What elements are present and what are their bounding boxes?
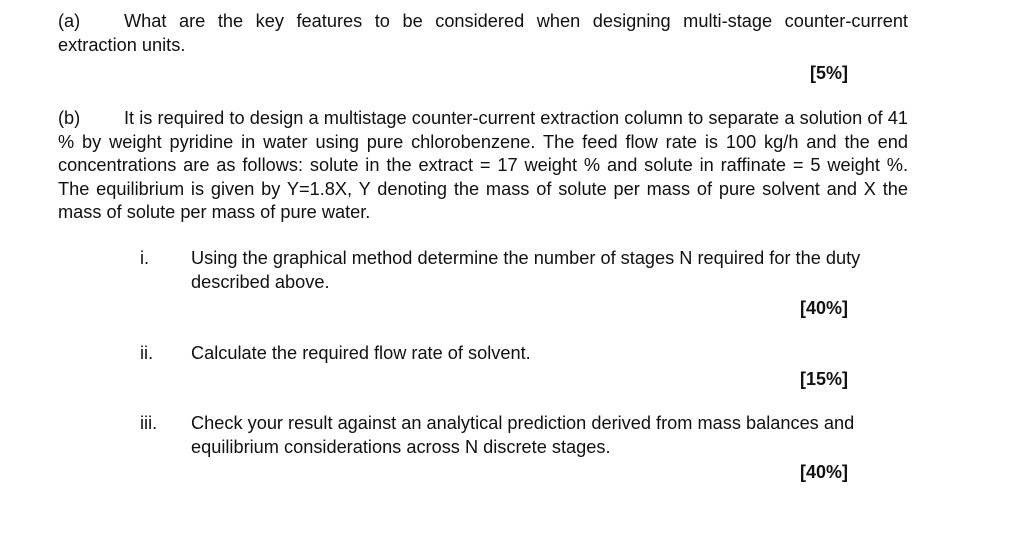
question-a-marks: [5%] (809, 63, 848, 83)
question-a (58, 10, 908, 57)
question-b-text: It is required to design a multistage counter-current extraction column to separate a solution of 41 % by weight pyridine in water using pure chlorobenzene. The feed flow rate is 100 kg/h and the end concentrations are as follows: solute in the extract = 17 weight % and solute in raffinate = 5 weight %. The equilibrium is given by Y=1.8X, Y denoting the mass of solute per mass of pure solvent and X the mass of solute per mass of pure water. (58, 108, 908, 222)
question-a-text: What are the key features to be considered when designing multi-stage counter-current extraction units. (58, 11, 908, 55)
question-a-label: (a) (58, 11, 81, 31)
question-b (58, 107, 908, 225)
part-iii-number: iii. (140, 413, 158, 433)
part-i-marks: [40%] (799, 298, 848, 318)
part-iii-text: Check your result against an analytical prediction derived from mass balances and equilibrium considerations across N discrete stages. (191, 413, 855, 457)
part-i-text: Using the graphical method determine the number of stages N required for the duty described above. (191, 248, 861, 292)
part-iii-marks: [40%] (799, 462, 848, 482)
part-ii-text: Calculate the required flow rate of solvent. (191, 343, 531, 363)
part-ii-marks: [15%] (799, 369, 848, 389)
question-b-label: (b) (58, 108, 81, 128)
part-i-number: i. (140, 248, 150, 268)
part-ii-number: ii. (140, 343, 154, 363)
